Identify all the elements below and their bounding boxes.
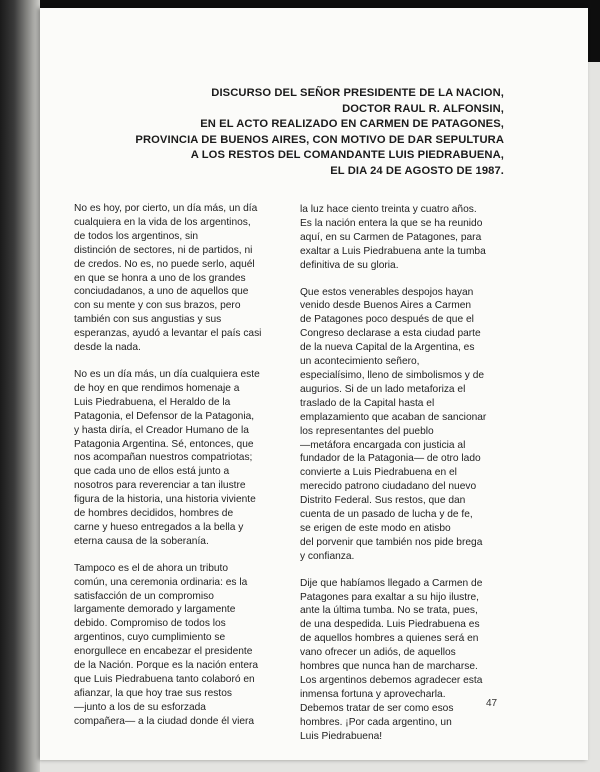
- text-line: exaltar a Luis Piedrabuena ante la tumba: [300, 245, 486, 257]
- text-line: satisfacción de un compromiso: [74, 590, 214, 602]
- text-line: compañera— a la ciudad donde él viera: [74, 715, 255, 727]
- text-line: cuenta de un pasado de lucha y de fe,: [300, 509, 473, 521]
- text-line: especialísimo, lleno de simbolismos y de: [300, 369, 485, 381]
- left-text-column: [74, 202, 274, 742]
- text-line: y hasta diría, el Creador Humano de la: [74, 424, 249, 436]
- paragraph: [74, 562, 274, 729]
- text-line: Debemos tratar de ser como esos: [300, 702, 454, 714]
- text-line: fundador de la Patagonia— de otro lado: [300, 453, 481, 465]
- text-line: que cada uno de ellos está junto a: [74, 466, 230, 478]
- text-line: Dije que habíamos llegado a Carmen de: [300, 577, 483, 589]
- text-line: afianzar, la que hoy trae sus restos: [74, 687, 232, 699]
- text-line: con su mente y con sus brazos, pero: [74, 300, 241, 312]
- text-line: venido desde Buenos Aires a Carmen: [300, 300, 472, 312]
- text-line: nos acompañan nuestros compatriotas;: [74, 452, 253, 464]
- speech-heading: [84, 86, 504, 180]
- paragraph: [74, 202, 274, 355]
- text-line: definitiva de su gloria.: [300, 259, 399, 271]
- text-line: aquí, en su Carmen de Patagones, para: [300, 231, 482, 243]
- paragraph: [74, 368, 274, 549]
- text-line: esperanzas, ayudó a levantar el país casi: [74, 328, 262, 340]
- text-line: Patagonia, el Defensor de la Patagonia,: [74, 410, 255, 422]
- text-line: conciudadanos, a uno de aquellos que: [74, 286, 249, 298]
- text-line: vano ofrecer un adiós, de aquellos: [300, 647, 456, 659]
- text-line: hombres. ¡Por cada argentino, un: [300, 716, 452, 728]
- text-line: Congreso declarase a esta ciudad parte: [300, 328, 481, 340]
- text-line: debido. Compromiso de todos los: [74, 618, 226, 630]
- text-line: y confianza.: [300, 550, 355, 562]
- text-line: del porvenir que también nos pide brega: [300, 536, 483, 548]
- heading-line: EL DIA 24 DE AGOSTO DE 1987.: [330, 164, 504, 177]
- text-line: Es la nación entera la que se ha reunido: [300, 217, 483, 229]
- heading-line: A LOS RESTOS DEL COMANDANTE LUIS PIEDRABUENA,: [190, 149, 504, 162]
- text-line: argentinos, cuyo cumplimiento se: [74, 632, 226, 644]
- text-line: No es un día más, un día cualquiera este: [74, 368, 260, 380]
- scan-binding-shadow: [0, 0, 40, 772]
- text-line: en que se honra a uno de los grandes: [74, 272, 246, 284]
- text-line: Tampoco es el de ahora un tributo: [74, 562, 229, 574]
- text-line: eterna causa de la soberanía.: [74, 535, 209, 547]
- text-line: que Luis Piedrabuena tanto colaboró en: [74, 674, 255, 685]
- text-line: —junto a los de su esforzada: [74, 701, 206, 713]
- text-line: distinción de sectores, ni de partidos, ni: [74, 244, 253, 256]
- heading-line: DISCURSO DEL SEÑOR PRESIDENTE DE LA NACION,: [211, 87, 504, 99]
- text-line: desde la nada.: [74, 342, 141, 354]
- paragraph: [300, 577, 522, 744]
- text-line: emplazamiento que acaban de sancionar: [300, 411, 487, 423]
- page-number: 47: [486, 698, 498, 709]
- text-line: figura de la historia, una historia viviente: [74, 494, 256, 506]
- paragraph: [300, 203, 522, 273]
- text-line: —metáfora encargada con justicia al: [300, 439, 466, 451]
- text-line: de Patagones poco después de que el: [300, 314, 474, 326]
- text-line: Luis Piedrabuena!: [300, 730, 383, 742]
- paragraph: [300, 286, 522, 564]
- text-line: de aquellos hombres a quienes será en: [300, 633, 479, 645]
- text-line: de una despedida. Luis Piedrabuena es: [300, 619, 480, 631]
- text-line: ante la última tumba. No se trata, pues,: [300, 605, 478, 617]
- text-line: de la Nación. Porque es la nación entera: [74, 660, 259, 672]
- text-line: Patagones para exaltar a su hijo ilustre,: [300, 591, 479, 603]
- text-line: hombres que nunca han de marcharse.: [300, 661, 478, 673]
- text-line: inmensa fortuna y aprovecharla.: [300, 688, 446, 700]
- text-line: Que estos venerables despojos hayan: [300, 286, 474, 298]
- text-line: Luis Piedrabuena, el Heraldo de la: [74, 396, 231, 408]
- text-line: también con sus angustias y sus: [74, 314, 222, 326]
- text-line: de credos. No es, no puede serlo, aquél: [74, 258, 255, 270]
- text-line: augurios. Si de un lado metaforiza el: [300, 383, 466, 395]
- heading-line: EN EL ACTO REALIZADO EN CARMEN DE PATAGONES,: [200, 118, 504, 131]
- text-line: enorgullece en encabezar el presidente: [74, 646, 253, 658]
- text-line: nosotros para reverenciar a tan ilustre: [74, 480, 246, 492]
- heading-line: PROVINCIA DE BUENOS AIRES, CON MOTIVO DE DAR SEPULTURA: [135, 133, 504, 146]
- text-line: de hombres decididos, hombres de: [74, 508, 234, 520]
- right-text-column: [300, 203, 522, 757]
- text-line: de hoy en que rendimos homenaje a: [74, 382, 240, 394]
- text-line: convierte a Luis Piedrabuena en el: [300, 467, 457, 479]
- text-line: Patagonia Argentina. Sé, entonces, que: [74, 438, 254, 450]
- text-line: cualquiera en la vida de los argentinos,: [74, 216, 251, 228]
- text-line: No es hoy, por cierto, un día más, un día: [74, 203, 258, 214]
- text-line: largamente demorado y largamente: [74, 604, 236, 616]
- text-line: los representantes del pueblo: [300, 425, 434, 437]
- text-line: merecido patrono ciudadano del nuevo: [300, 481, 477, 493]
- text-line: de la nueva Capital de la Argentina, es: [300, 342, 475, 354]
- text-line: un acontecimiento señero,: [300, 356, 420, 368]
- text-line: común, una ceremonia ordinaria: es la: [74, 576, 248, 588]
- text-line: Los argentinos debemos agradecer esta: [300, 675, 483, 686]
- text-line: Distrito Federal. Sus restos, que dan: [300, 495, 466, 507]
- text-line: se erigen de este modo en atisbo: [300, 522, 451, 534]
- text-line: traslado de la Capital hasta el: [300, 397, 435, 409]
- text-line: carne y hueso entregados a la bella y: [74, 521, 244, 533]
- text-line: la luz hace ciento treinta y cuatro años.: [300, 204, 477, 215]
- heading-line: DOCTOR RAUL R. ALFONSIN,: [342, 102, 504, 115]
- text-line: de todos los argentinos, sin: [74, 230, 199, 242]
